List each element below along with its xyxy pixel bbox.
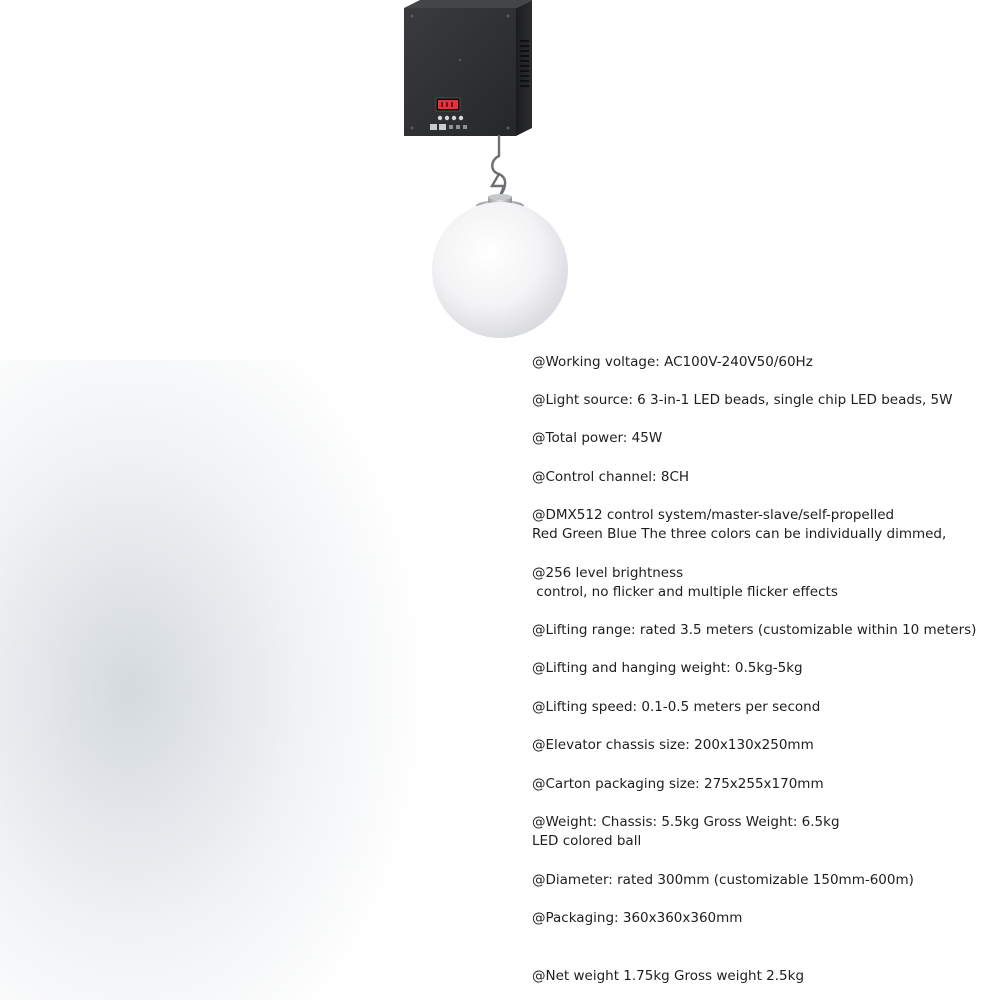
spec-control-system: @DMX512 control system/master-slave/self-propelled Red Green Blue The three colors can be individually dimmed, bbox=[532, 507, 947, 542]
spec-carton-size: @Carton packaging size: 275x255x170mm bbox=[532, 776, 824, 792]
background-haze bbox=[0, 360, 470, 1000]
led-display bbox=[436, 98, 460, 111]
product-photo bbox=[380, 0, 620, 350]
spec-brightness: @256 level brightness control, no flicker and multiple flicker effects bbox=[532, 565, 838, 600]
suspension-hook bbox=[492, 136, 505, 196]
spec-lifting-speed: @Lifting speed: 0.1-0.5 meters per second bbox=[532, 699, 821, 715]
spec-packaging: @Packaging: 360x360x360mm bbox=[532, 910, 743, 926]
spec-diameter: @Diameter: rated 300mm (customizable 150mm-600m) bbox=[532, 872, 914, 888]
spec-chassis-size: @Elevator chassis size: 200x130x250mm bbox=[532, 737, 814, 753]
spec-hanging-weight: @Lifting and hanging weight: 0.5kg-5kg bbox=[532, 660, 803, 676]
elevator-chassis bbox=[404, 0, 532, 136]
spec-working-voltage: @Working voltage: AC100V-240V50/60Hz bbox=[532, 354, 813, 370]
spec-weight: @Weight: Chassis: 5.5kg Gross Weight: 6.5kg LED colored ball bbox=[532, 814, 840, 849]
spec-total-power: @Total power: 45W bbox=[532, 430, 663, 446]
spec-net-weight: @Net weight 1.75kg Gross weight 2.5kg bbox=[532, 968, 805, 984]
led-ball bbox=[432, 202, 568, 338]
spec-lifting-range: @Lifting range: rated 3.5 meters (customizable within 10 meters) bbox=[532, 622, 977, 638]
spec-control-channel: @Control channel: 8CH bbox=[532, 469, 690, 485]
spec-light-source: @Light source: 6 3-in-1 LED beads, single chip LED beads, 5W bbox=[532, 392, 953, 408]
kinetic-light-ball-illustration bbox=[380, 0, 620, 350]
